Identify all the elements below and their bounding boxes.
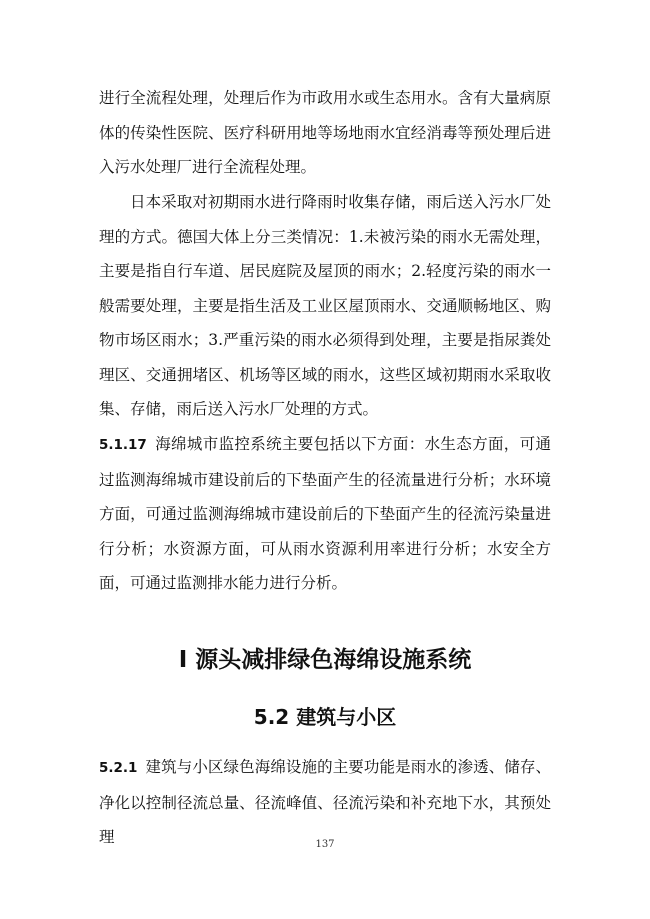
paragraph-continued: 进行全流程处理，处理后作为市政用水或生态用水。含有大量病原体的传染性医院、医疗科研用地等场地雨水宜经消毒等预处理后进入污水处理厂进行全流程处理。 (99, 89, 551, 176)
clause-number: 5.2.1 (99, 760, 138, 776)
paragraph-japan-germany: 日本采取对初期雨水进行降雨时收集存储，雨后送入污水厂处理的方式。德国大体上分三类情况：1.未被污染的雨水无需处理，主要是指自行车道、居民庭院及屋顶的雨水；2.轻度污染的雨水一般需要处理，主要是指生活及工业区屋顶雨水、交通顺畅地区、购物市场区雨水；3.严重污染的雨水必须得到处理，主要是指尿粪处理区、交通拥堵区、机场等区域的雨水，这些区域初期雨水采取收集、存储，雨后送入污水厂处理的方式。 (99, 193, 551, 418)
page-number: 137 (315, 839, 335, 850)
section-heading: 5.2 建筑与小区 (253, 705, 397, 729)
chapter-heading: I 源头减排绿色海绵设施系统 (178, 647, 472, 673)
clause-number: 5.1.17 (99, 437, 147, 453)
clause-text: 建筑与小区绿色海绵设施的主要功能是雨水的渗透、储存、净化以控制径流总量、径流峰值、径流污染和补充地下水，其预处理 (99, 758, 551, 846)
clause-5-1-17 (99, 427, 551, 601)
clause-text: 海绵城市监控系统主要包括以下方面：水生态方面，可通过监测海绵城市建设前后的下垫面产生的径流量进行分析；水环境方面，可通过监测海绵城市建设前后的下垫面产生的径流污染量进行分析；水资源方面，可从雨水资源利用率进行分析；水安全方面，可通过监测排水能力进行分析。 (99, 435, 551, 592)
